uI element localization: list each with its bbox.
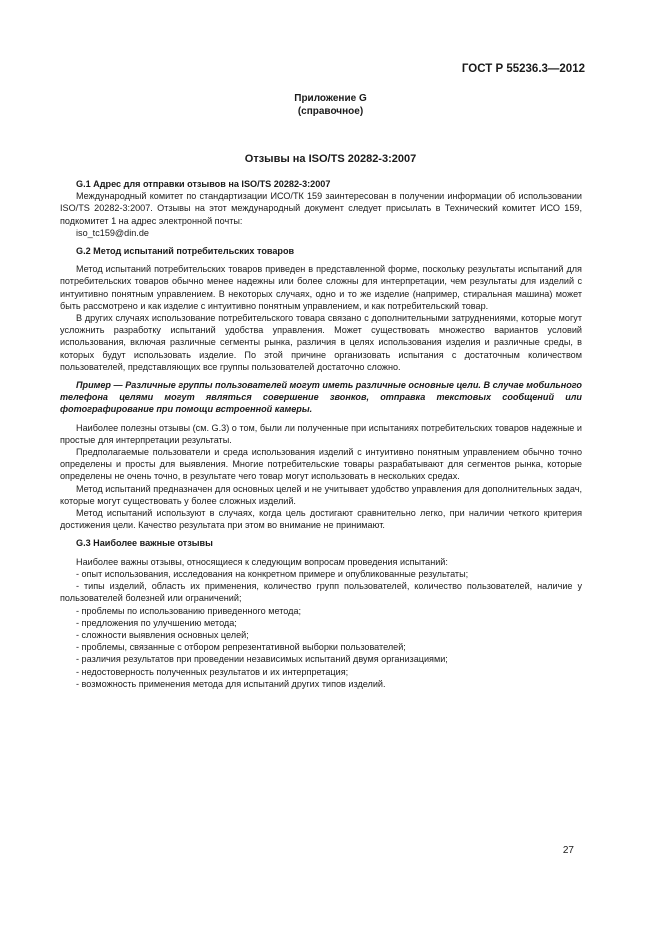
list-item: - типы изделий, область их применения, количество групп пользователей, количество пользователей, наличие у пользователей болезней или ограничений; bbox=[60, 581, 582, 604]
section-g2-paragraph-5: Метод испытаний предназначен для основных целей и не учитывает удобство управления для дополнительных задач, которые могут существовать у более сложных изделий. bbox=[60, 483, 582, 506]
list-item: - недостоверность полученных результатов и их интерпретация; bbox=[76, 666, 349, 677]
list-item: - проблемы по использованию приведенного метода; bbox=[76, 605, 302, 616]
document-body bbox=[60, 178, 582, 690]
section-g2-paragraph-2: В других случаях использование потребительского товара связано с дополнительными затруднениями, которые могут усложнить разработку испытаний удобства управления. Может существовать множество вариантов условий использования, включая различные сегменты рынка, различия в целях использования изделия и различные среды, в которых будут использовать изделие. По этой причине организовать испытания с достаточным количеством пользователей, представляющих все группы пользователей достаточно сложно. bbox=[60, 313, 582, 372]
example-note: Пример — Различные группы пользователей могут иметь различные основные цели. В случае мобильного телефона целями могут являться совершение звонков, отправка текстовых сообщений или фотографирование при помощи встроенной камеры. bbox=[60, 380, 582, 415]
section-g1-text: Международный комитет по стандартизации ИСО/ТК 159 заинтересован в получении информации об использовании ISO/TS 20282-3:2007. Отзывы на этот международный документ следует присылать в Технический комитет ИСО 159, подкомитет 1 на адрес электронной почты: bbox=[60, 191, 582, 226]
section-g2-paragraph-3: Наиболее полезны отзывы (см. G.3) о том, были ли полученные при испытаниях потребительских товаров надежные и простые для интерпретации результаты. bbox=[60, 422, 582, 445]
list-item: - возможность применения метода для испытаний других типов изделий. bbox=[76, 678, 386, 689]
section-g2-heading: G.2 Метод испытаний потребительских товаров bbox=[76, 246, 295, 257]
section-g2-paragraph-4: Предполагаемые пользователи и среда использования изделий с интуитивно понятным управлением обычно точно определены и просты для выявления. Многие потребительские товары разрабатывают для сегментов рынка, которые определены не очень точно, в результате чего товар могут использовать в нескольких средах. bbox=[60, 447, 582, 482]
annex-title: Приложение G bbox=[294, 93, 367, 104]
section-g3-intro: Наиболее важны отзывы, относящиеся к следующим вопросам проведения испытаний: bbox=[76, 556, 448, 567]
list-item: - опыт использования, исследования на конкретном примере и опубликованные результаты; bbox=[76, 568, 469, 579]
contact-email: iso_tc159@din.de bbox=[76, 227, 149, 238]
list-item: - проблемы, связанные с отбором репрезентативной выборки пользователей; bbox=[76, 642, 406, 653]
section-g3-heading: G.3 Наиболее важные отзывы bbox=[76, 538, 213, 549]
list-item: - сложности выявления основных целей; bbox=[76, 629, 249, 640]
list-item: - различия результатов при проведении независимых испытаний двумя организациями; bbox=[76, 654, 448, 665]
annex-heading bbox=[0, 92, 661, 118]
section-g1-heading: G.1 Адрес для отправки отзывов на ISO/TS 20282-3:2007 bbox=[76, 179, 331, 189]
page-number: 27 bbox=[562, 845, 574, 856]
document-code: ГОСТ Р 55236.3—2012 bbox=[461, 63, 585, 75]
list-item: - предложения по улучшению метода; bbox=[76, 617, 237, 628]
main-title: Отзывы на ISO/TS 20282-3:2007 bbox=[244, 153, 417, 165]
section-g2-paragraph-6: Метод испытаний используют в случаях, когда цель достигают сравнительно легко, при наличии четкого критерия достижения цели. Качество результата при этом во внимание не принимают. bbox=[60, 508, 582, 531]
annex-subtitle: (справочное) bbox=[297, 106, 364, 117]
section-g2-paragraph-1: Метод испытаний потребительских товаров приведен в представленной форме, поскольку результаты испытаний для потребительских товаров обычно менее надежны или более сложны для интерпретации, чем результаты для изделий с интуитивно понятным управлением. В некоторых случаях, одно и то же изделие (например, стиральная машина) может быть рассмотрено и как изделие с интуитивно понятным управлением, и как потребительский товар. bbox=[60, 264, 582, 311]
